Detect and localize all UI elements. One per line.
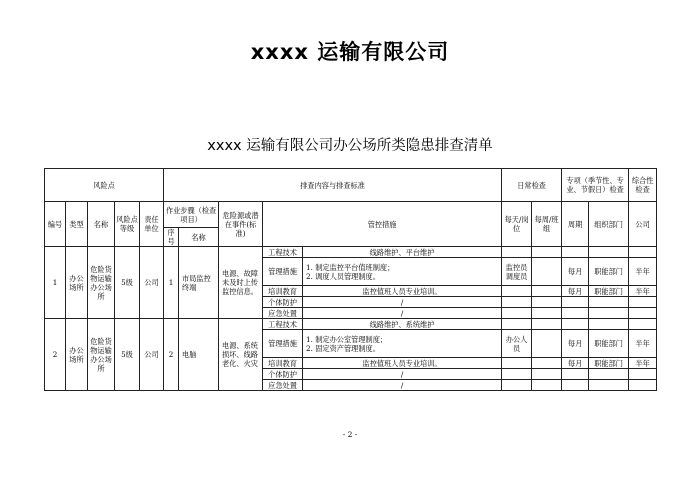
document-title: xxxx 运输有限公司 <box>250 40 450 64</box>
header-risk-point: 风险点 <box>45 169 164 202</box>
hazard-checklist-table <box>44 168 657 391</box>
measure-content: 监控值班人员专业培训。 <box>303 286 502 297</box>
daily-check-cell: 办公人员 <box>502 330 532 358</box>
measure-content: / <box>303 297 502 308</box>
row-risk-level: 5级 <box>115 319 140 391</box>
table-row <box>45 247 657 258</box>
weekly-check-cell <box>532 258 562 286</box>
measure-content: 1. 制定监控平台值班制度； 2. 调度人员管理制度。 <box>303 258 502 286</box>
measure-category: 应急处置 <box>263 380 303 391</box>
org-dept-cell <box>589 380 629 391</box>
header-daily-check: 日常检查 <box>502 169 562 202</box>
row-risk-level: 5级 <box>115 247 140 319</box>
header-hazard-source: 危险源或潜在事件(标准) <box>219 202 263 247</box>
daily-check-cell <box>502 369 532 380</box>
row-name: 危险货物运输办公场所 <box>88 247 115 319</box>
measure-content: / <box>303 308 502 319</box>
company-cell: 半年 <box>629 330 657 358</box>
measure-category: 管理措施 <box>263 258 303 286</box>
period-cell: 每月 <box>562 330 589 358</box>
header-row-2 <box>45 202 657 228</box>
header-org-dept: 组织部门 <box>589 202 629 247</box>
company-cell: 半年 <box>629 286 657 297</box>
org-dept-cell: 职能部门 <box>589 286 629 297</box>
daily-check-cell <box>502 297 532 308</box>
header-name: 名称 <box>88 202 115 247</box>
company-cell: 半年 <box>629 358 657 369</box>
header-content-standard: 排查内容与排查标准 <box>164 169 502 202</box>
weekly-check-cell <box>532 380 562 391</box>
measure-content: 监控值班人员专业培训。 <box>303 358 502 369</box>
row-type: 办公场所 <box>66 247 88 319</box>
row-seq: 1 <box>45 247 66 319</box>
row-hazard: 电源、故障未及时上传监控信息。 <box>219 247 263 319</box>
header-type: 类型 <box>66 202 88 247</box>
weekly-check-cell <box>532 286 562 297</box>
row-responsible-unit: 公司 <box>140 319 164 391</box>
measure-category: 应急处置 <box>263 308 303 319</box>
row-step-name: 市局监控终端 <box>179 247 219 319</box>
company-cell <box>629 380 657 391</box>
period-cell <box>562 308 589 319</box>
weekly-check-cell <box>532 358 562 369</box>
header-row-1 <box>45 169 657 202</box>
measure-category: 个体防护 <box>263 369 303 380</box>
weekly-check-cell <box>532 247 562 258</box>
period-cell <box>562 297 589 308</box>
header-weekly-cycle: 每周/班组 <box>532 202 562 247</box>
org-dept-cell <box>589 319 629 330</box>
measure-content: 线路维护、系统维护 <box>303 319 502 330</box>
org-dept-cell: 职能部门 <box>589 358 629 369</box>
header-work-steps: 作业步骤（检查项目） <box>164 202 219 228</box>
header-risk-level: 风险点等级 <box>115 202 140 247</box>
company-cell: 半年 <box>629 258 657 286</box>
period-cell: 每月 <box>562 258 589 286</box>
org-dept-cell: 职能部门 <box>589 258 629 286</box>
daily-check-cell <box>502 247 532 258</box>
page-number: - 2 - <box>342 430 358 439</box>
row-responsible-unit: 公司 <box>140 247 164 319</box>
header-responsible-unit: 责任单位 <box>140 202 164 247</box>
measure-category: 个体防护 <box>263 297 303 308</box>
header-company: 公司 <box>629 202 657 247</box>
daily-check-cell <box>502 308 532 319</box>
table-row <box>45 319 657 330</box>
weekly-check-cell <box>532 369 562 380</box>
daily-check-cell: 监控员 调度员 <box>502 258 532 286</box>
org-dept-cell <box>589 247 629 258</box>
header-step-name: 名称 <box>179 228 219 247</box>
daily-check-cell <box>502 380 532 391</box>
row-step-seq: 2 <box>164 319 179 391</box>
company-cell <box>629 308 657 319</box>
company-cell <box>629 319 657 330</box>
measure-content: / <box>303 369 502 380</box>
header-period: 周期 <box>562 202 589 247</box>
org-dept-cell <box>589 297 629 308</box>
period-cell <box>562 369 589 380</box>
row-seq: 2 <box>45 319 66 391</box>
period-cell: 每月 <box>562 286 589 297</box>
measure-category: 工程技术 <box>263 319 303 330</box>
company-cell <box>629 369 657 380</box>
daily-check-cell <box>502 286 532 297</box>
org-dept-cell: 职能部门 <box>589 330 629 358</box>
header-control-measures: 管控措施 <box>263 202 502 247</box>
header-comprehensive-check: 综合性检查 <box>629 169 657 202</box>
row-step-name: 电脑 <box>179 319 219 391</box>
measure-category: 培训教育 <box>263 286 303 297</box>
period-cell <box>562 319 589 330</box>
header-special-check: 专项（季节性、专业、节假日）检查 <box>562 169 629 202</box>
measure-category: 培训教育 <box>263 358 303 369</box>
daily-check-cell <box>502 319 532 330</box>
company-cell <box>629 247 657 258</box>
weekly-check-cell <box>532 330 562 358</box>
header-daily-cycle: 每天/岗位 <box>502 202 532 247</box>
measure-content: / <box>303 380 502 391</box>
measure-content: 1. 制定办公室管理制度； 2. 固定资产管理制度。 <box>303 330 502 358</box>
period-cell: 每月 <box>562 358 589 369</box>
table-title: xxxx 运输有限公司办公场所类隐患排查清单 <box>207 138 493 154</box>
weekly-check-cell <box>532 319 562 330</box>
org-dept-cell <box>589 369 629 380</box>
company-cell <box>629 297 657 308</box>
org-dept-cell <box>589 308 629 319</box>
period-cell <box>562 380 589 391</box>
period-cell <box>562 247 589 258</box>
weekly-check-cell <box>532 297 562 308</box>
daily-check-cell <box>502 358 532 369</box>
row-hazard: 电源、系统损坏、线路老化、火灾 <box>219 319 263 391</box>
header-seq: 编号 <box>45 202 66 247</box>
row-name: 危险货物运输办公场所 <box>88 319 115 391</box>
measure-category: 管理措施 <box>263 330 303 358</box>
weekly-check-cell <box>532 308 562 319</box>
row-step-seq: 1 <box>164 247 179 319</box>
header-step-seq: 序号 <box>164 228 179 247</box>
measure-content: 线路维护、平台维护 <box>303 247 502 258</box>
row-type: 办公场所 <box>66 319 88 391</box>
measure-category: 工程技术 <box>263 247 303 258</box>
